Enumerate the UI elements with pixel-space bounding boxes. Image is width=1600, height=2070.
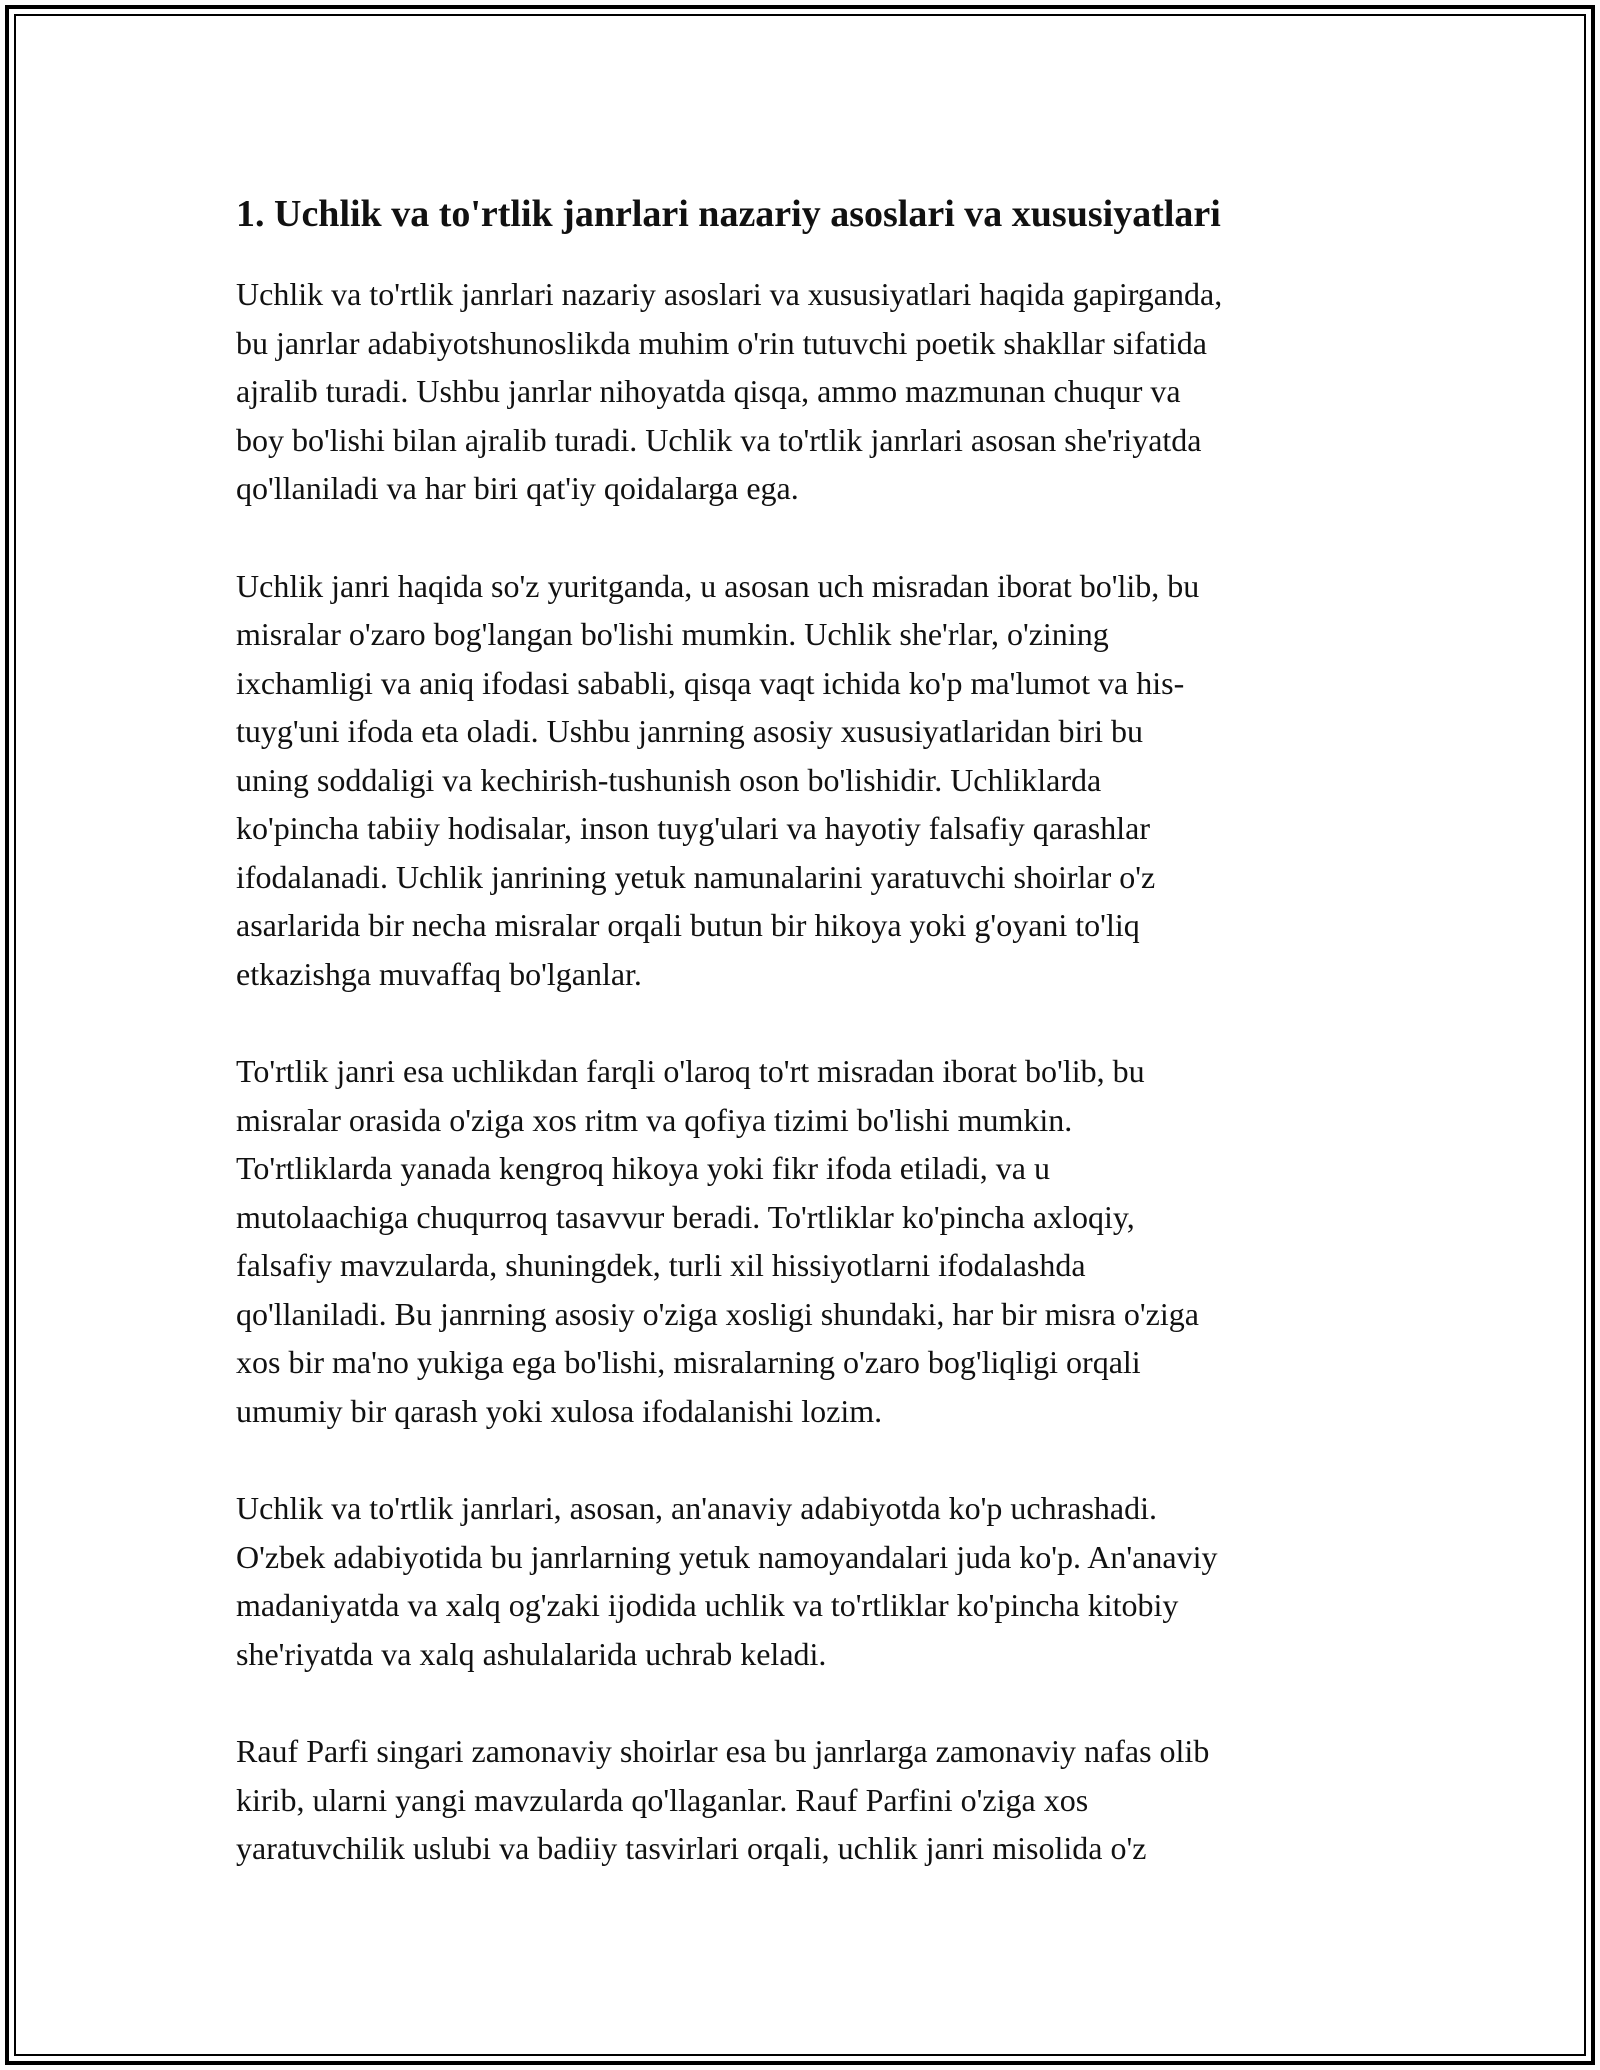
paragraph [236, 1727, 1376, 1873]
paragraph-line: umumiy bir qarash yoki xulosa ifodalanishi lozim. [236, 1392, 883, 1429]
section-heading: 1. Uchlik va to'rtlik janrlari nazariy asoslari va xususiyatlari [236, 193, 1221, 235]
paragraph-line: yaratuvchilik uslubi va badiiy tasvirlari orqali, uchlik janri misolida o'z [236, 1830, 1147, 1866]
paragraph-line: uning soddaligi va kechirish-tushunish oson bo'lishidir. Uchliklarda [236, 761, 1102, 798]
paragraph-line: misralar orasida o'ziga xos ritm va qofiya tizimi bo'lishi mumkin. [236, 1101, 1073, 1138]
paragraph-line: xos bir ma'no yukiga ega bo'lishi, misralarning o'zaro bog'liqligi orqali [236, 1344, 1141, 1380]
paragraph-line: ixchamligi va aniq ifodasi sababli, qisqa vaqt ichida ko'p ma'lumot va his- [236, 664, 1185, 701]
paragraph-list [236, 270, 1376, 1873]
paragraph-line: Uchlik janri haqida so'z yuritganda, u asosan uch misradan iborat bo'lib, bu [236, 567, 1200, 604]
paragraph-line: madaniyatda va xalq og'zaki ijodida uchlik va to'rtliklar ko'pincha kitobiy [236, 1587, 1179, 1623]
paragraph-line: O'zbek adabiyotida bu janrlarning yetuk namoyandalari juda ko'p. An'anaviy [236, 1538, 1218, 1575]
paragraph-line: To'rtlik janri esa uchlikdan farqli o'laroq to'rt misradan iborat bo'lib, bu [236, 1053, 1145, 1089]
paragraph-line: she'riyatda va xalq ashulalarida uchrab keladi. [236, 1635, 827, 1672]
paragraph-line: kirib, ularni yangi mavzularda qo'llaganlar. Rauf Parfini o'ziga xos [236, 1781, 1089, 1818]
paragraph-line: etkazishga muvaffaq bo'lganlar. [236, 955, 642, 992]
paragraph-line: To'rtliklarda yanada kengroq hikoya yoki fikr ifoda etiladi, va u [236, 1150, 1050, 1186]
paragraph-line: ko'pincha tabiiy hodisalar, inson tuyg'ulari va hayotiy falsafiy qarashlar [236, 810, 1150, 846]
document-body [236, 185, 1376, 1873]
paragraph-line: Rauf Parfi singari zamonaviy shoirlar esa bu janrlarga zamonaviy nafas olib [236, 1733, 1210, 1769]
paragraph-line: qo'llaniladi va har biri qat'iy qoidalarga ega. [236, 470, 799, 506]
paragraph-line: boy bo'lishi bilan ajralib turadi. Uchlik va to'rtlik janrlari asosan she'riyatda [236, 421, 1202, 458]
paragraph-line: misralar o'zaro bog'langan bo'lishi mumkin. Uchlik she'rlar, o'zining [236, 616, 1109, 652]
paragraph-line: asarlarida bir necha misralar orqali butun bir hikoya yoki g'oyani to'liq [236, 907, 1140, 943]
paragraph [236, 1047, 1376, 1435]
paragraph [236, 562, 1376, 999]
paragraph-line: falsafiy mavzularda, shuningdek, turli xil hissiyotlarni ifodalashda [236, 1247, 1086, 1283]
paragraph-line: Uchlik va to'rtlik janrlari, asosan, an'anaviy adabiyotda ko'p uchrashadi. [236, 1490, 1158, 1526]
paragraph-line: mutolaachiga chuqurroq tasavvur beradi. To'rtliklar ko'pincha axloqiy, [236, 1198, 1135, 1235]
paragraph-line: ajralib turadi. Ushbu janrlar nihoyatda qisqa, ammo mazmunan chuqur va [236, 373, 1181, 409]
paragraph-line: qo'llaniladi. Bu janrning asosiy o'ziga xosligi shundaki, har bir misra o'ziga [236, 1295, 1199, 1332]
paragraph-line: bu janrlar adabiyotshunoslikda muhim o'rin tutuvchi poetik shakllar sifatida [236, 324, 1207, 361]
paragraph-line: Uchlik va to'rtlik janrlari nazariy asoslari va xususiyatlari haqida gapirganda, [236, 276, 1223, 312]
paragraph [236, 1484, 1376, 1678]
paragraph [236, 270, 1376, 513]
paragraph-line: tuyg'uni ifoda eta oladi. Ushbu janrning asosiy xususiyatlaridan biri bu [236, 713, 1143, 749]
paragraph-line: ifodalanadi. Uchlik janrining yetuk namunalarini yaratuvchi shoirlar o'z [236, 858, 1156, 895]
